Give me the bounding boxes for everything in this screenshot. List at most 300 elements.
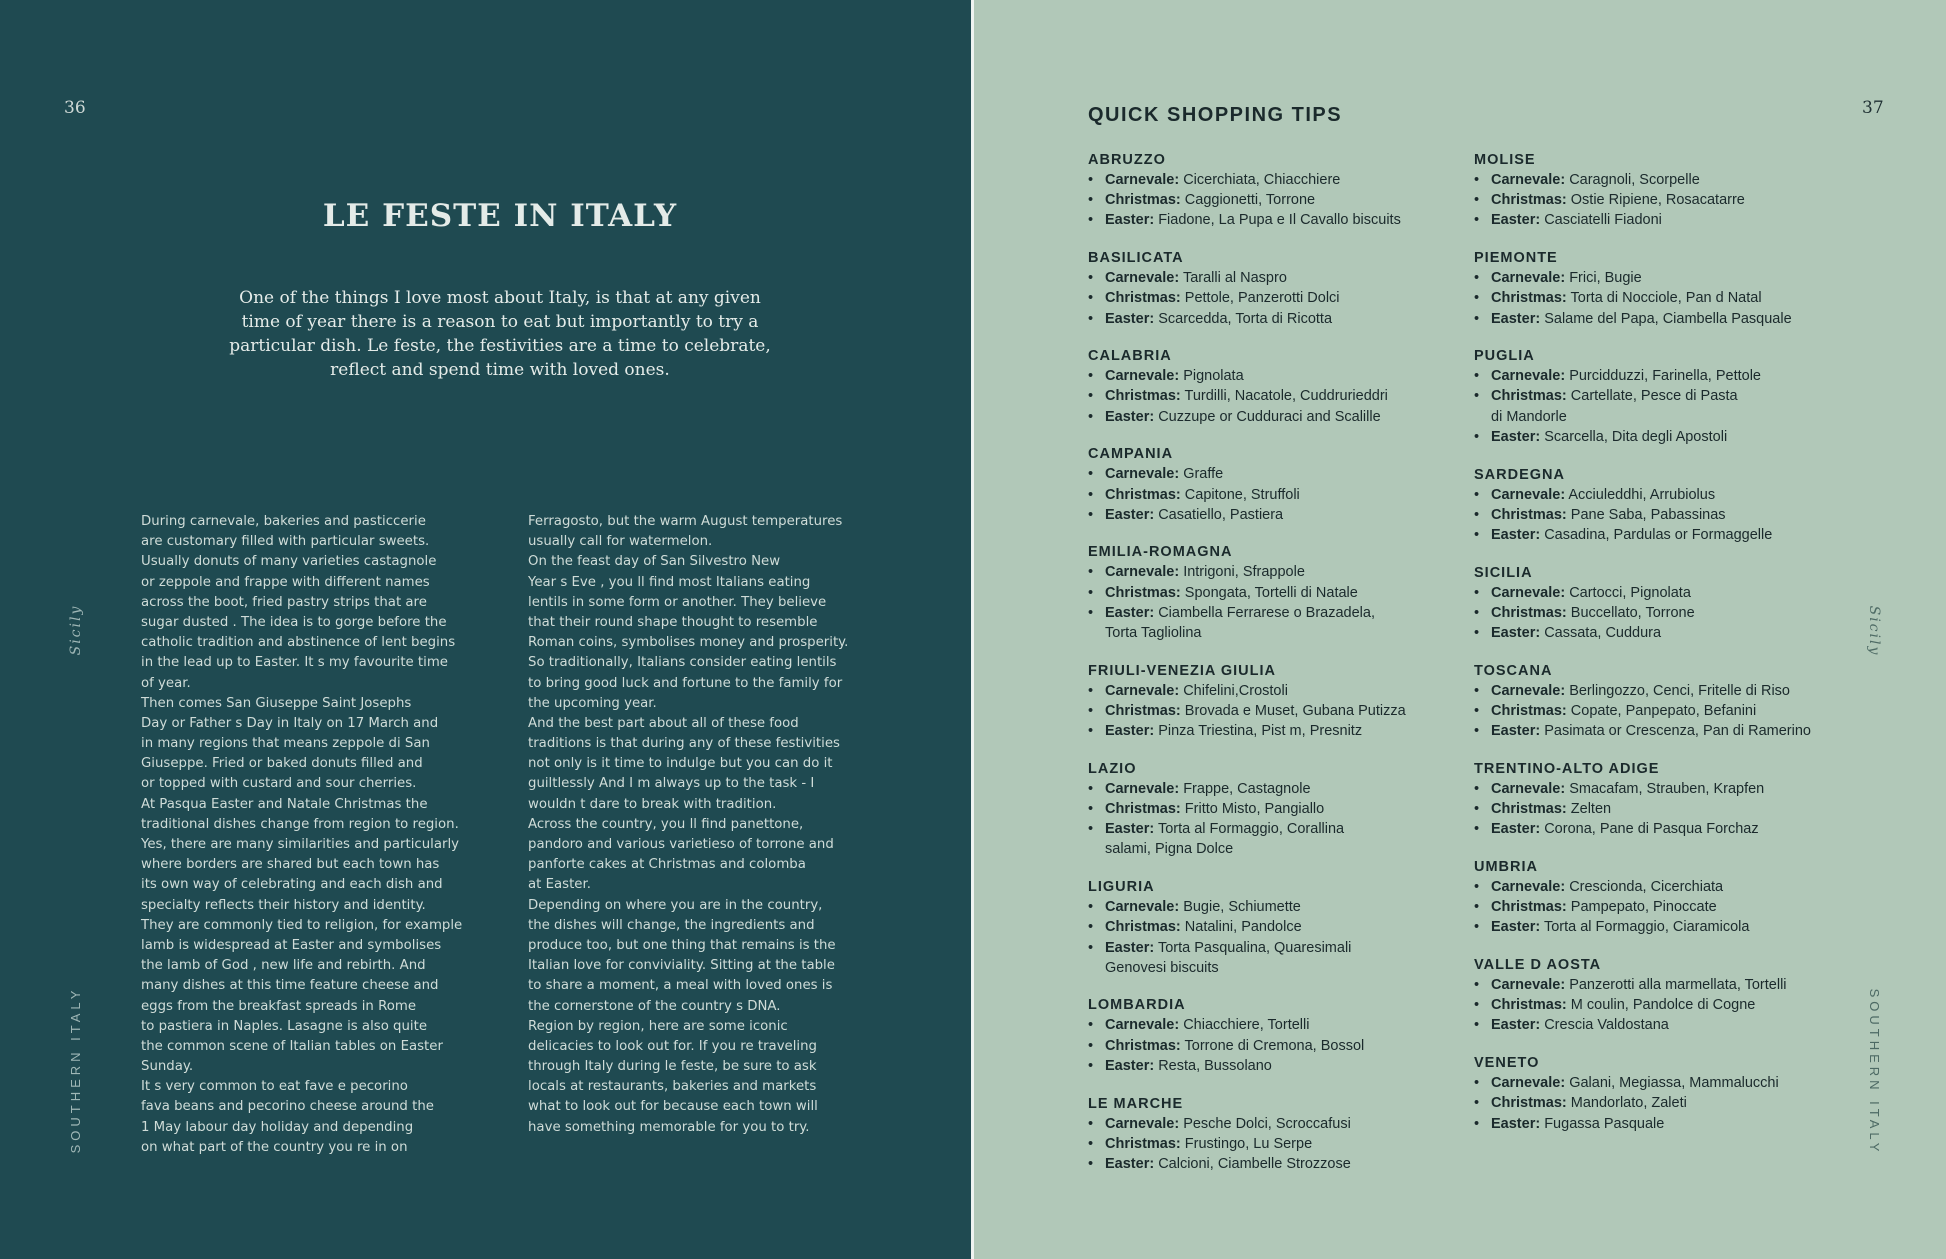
bullet-icon: • (1088, 466, 1094, 483)
body-line: through Italy during le feste, be sure to ask (528, 1059, 817, 1075)
body-line: Ferragosto, but the warm August temperatures (528, 514, 843, 529)
tip-value: Caragnoli, Scorpelle (1569, 172, 1700, 188)
bullet-icon: • (1088, 1017, 1094, 1034)
bullet-icon: • (1088, 702, 1094, 719)
tip-value: Torta Pasqualina, Quaresimali (1157, 939, 1352, 956)
tip-item (1474, 799, 1844, 819)
tip-line (1491, 1093, 1844, 1113)
tip-line (1105, 562, 1458, 582)
bullet-icon: • (1088, 1115, 1094, 1132)
tip-item (1474, 1015, 1844, 1035)
tip-label: Carnevale: (1491, 682, 1566, 699)
tip-label: Christmas: (1105, 388, 1181, 405)
tip-value: Ciambella Ferrarese o Brazadela, (1158, 604, 1375, 621)
bullet-icon: • (1474, 878, 1480, 895)
tip-item (1088, 799, 1458, 819)
tip-line (1491, 995, 1844, 1015)
region-name: MOLISE (1474, 152, 1536, 168)
bullet-icon: • (1088, 801, 1094, 818)
tip-value: Capitone, Struffoli (1184, 486, 1300, 503)
tip-label: Easter: (1491, 526, 1541, 543)
tip-item (1474, 525, 1844, 545)
intro-paragraph (225, 286, 775, 382)
tip-line (1491, 681, 1844, 701)
tip-line (1105, 309, 1458, 329)
tip-label: Easter: (1105, 821, 1155, 838)
body-line: It s very common to eat fave e pecorino (141, 1079, 408, 1095)
tip-line (1491, 407, 1844, 427)
tip-label: Carnevale: (1491, 878, 1566, 895)
tip-line (1491, 485, 1844, 505)
tip-line (1491, 525, 1844, 545)
tip-label: Carnevale: (1491, 977, 1566, 994)
bullet-icon: • (1474, 997, 1480, 1014)
region-block (1088, 877, 1458, 978)
tip-value: Pignolata (1183, 368, 1244, 385)
body-line: are customary filled with particular sweets. (141, 534, 430, 550)
tip-line (1491, 583, 1844, 603)
bullet-icon: • (1474, 1017, 1480, 1034)
tip-value: Chifelini,Crostoli (1183, 682, 1288, 699)
bullet-icon: • (1088, 212, 1094, 229)
tip-label: Carnevale: (1105, 780, 1180, 797)
tip-line (1491, 897, 1844, 917)
tip-line (1105, 721, 1458, 741)
tip-value: Taralli al Naspro (1182, 270, 1287, 287)
bullet-icon: • (1474, 1115, 1480, 1132)
tip-label: Christmas: (1105, 702, 1181, 719)
tip-value: Casciatelli Fiadoni (1544, 212, 1662, 229)
tips-column-1 (1088, 150, 1458, 1192)
tip-label: Easter: (1105, 604, 1155, 621)
bullet-icon: • (1088, 290, 1094, 307)
body-line: During carnevale, bakeries and pasticcerie (141, 514, 426, 529)
bullet-icon: • (1088, 1057, 1094, 1074)
tip-value: di Mandorle (1491, 408, 1567, 425)
tip-item (1088, 1114, 1458, 1134)
region-block (1088, 1094, 1458, 1175)
tip-label: Carnevale: (1491, 486, 1566, 503)
tip-label: Christmas: (1105, 290, 1181, 307)
tip-line (1105, 819, 1458, 839)
body-line: many dishes at this time feature cheese and (141, 978, 439, 994)
bullet-icon: • (1474, 801, 1480, 818)
tip-label: Christmas: (1491, 997, 1567, 1014)
tip-line (1105, 386, 1458, 406)
bullet-icon: • (1474, 780, 1480, 797)
tip-value: Mandorlato, Zaleti (1570, 1095, 1687, 1112)
tip-label: Christmas: (1105, 1135, 1181, 1152)
bullet-icon: • (1474, 310, 1480, 327)
tip-item (1474, 309, 1844, 329)
tip-value: Galani, Megiassa, Mammalucchi (1569, 1075, 1779, 1092)
tip-item (1088, 583, 1458, 603)
tip-item (1088, 1015, 1458, 1035)
tip-value: Spongata, Tortelli di Natale (1184, 584, 1358, 601)
tip-value: Frappe, Castagnole (1183, 780, 1311, 797)
tip-item (1088, 1056, 1458, 1076)
region-name: PIEMONTE (1474, 250, 1558, 267)
body-line: sugar dusted . The idea is to gorge before the (141, 614, 447, 630)
body-line: to pastiera in Naples. Lasagne is also quite (141, 1018, 428, 1034)
region-name: LAZIO (1088, 760, 1137, 777)
tip-line (1105, 505, 1458, 525)
tip-item (1088, 1134, 1458, 1154)
tip-value: Buccellato, Torrone (1570, 604, 1695, 621)
region-name: TRENTINO-ALTO ADIGE (1474, 760, 1660, 777)
tip-item (1088, 1036, 1458, 1056)
tip-value: Turdilli, Nacatole, Cuddrurieddri (1184, 388, 1388, 405)
body-line: the cornerstone of the country s DNA. (528, 998, 781, 1014)
tip-line (1491, 309, 1844, 329)
body-line: Usually donuts of many varieties castagnole (141, 554, 437, 570)
body-line: So traditionally, Italians consider eating lentils (528, 655, 837, 671)
tip-line (1105, 1036, 1458, 1056)
tip-line (1491, 170, 1844, 190)
tip-line (1105, 288, 1458, 308)
tip-item (1474, 877, 1844, 897)
tip-line (1105, 190, 1458, 210)
tip-label: Christmas: (1491, 290, 1567, 307)
region-block (1088, 542, 1458, 643)
region-block (1474, 759, 1844, 840)
tip-line (1491, 603, 1844, 623)
region-block (1474, 248, 1844, 329)
tip-item (1474, 1114, 1844, 1134)
intro-line: time of year there is a reason to eat but importantly to try a (241, 312, 759, 332)
tip-value: Torrone di Cremona, Bossol (1184, 1037, 1365, 1054)
tip-value: Fritto Misto, Pangiallo (1184, 801, 1325, 818)
tip-line (1105, 268, 1458, 288)
body-line: 1 May labour day holiday and depending (141, 1119, 414, 1135)
tip-label: Christmas: (1105, 486, 1181, 503)
tip-value: Fiadone, La Pupa e Il Cavallo biscuits (1158, 212, 1401, 229)
region-name: LE MARCHE (1088, 1095, 1184, 1112)
tip-item (1474, 583, 1844, 603)
body-line: traditional dishes change from region to region. (141, 816, 459, 832)
region-name: VALLE D AOSTA (1474, 957, 1602, 974)
tip-label: Christmas: (1105, 919, 1181, 936)
body-line: wouldn t dare to break with tradition. (528, 796, 777, 812)
tip-value: Pinza Triestina, Pist m, Presnitz (1158, 723, 1363, 740)
tip-value: Torta al Formaggio, Ciaramicola (1543, 919, 1750, 936)
tip-item (1474, 190, 1844, 210)
body-line: of year. (141, 675, 191, 691)
body-line: to share a moment, a meal with loved ones is (528, 978, 833, 994)
tip-value: Frici, Bugie (1569, 270, 1642, 287)
tip-item (1474, 505, 1844, 525)
tip-label: Easter: (1491, 1017, 1541, 1034)
bullet-icon: • (1088, 723, 1094, 740)
body-line: or topped with custard and sour cherries. (141, 776, 417, 792)
bullet-icon: • (1088, 192, 1094, 209)
body-line: have something memorable for you to try. (528, 1119, 810, 1135)
tip-item (1088, 721, 1458, 741)
tip-line (1105, 1056, 1458, 1076)
tip-label: Carnevale: (1491, 1075, 1566, 1092)
bullet-icon: • (1088, 1037, 1094, 1054)
tip-value: Casadina, Pardulas or Formaggelle (1544, 526, 1773, 543)
tip-label: Easter: (1105, 939, 1155, 956)
tip-item (1088, 681, 1458, 701)
tip-label: Carnevale: (1105, 270, 1180, 287)
tip-line (1491, 1114, 1844, 1134)
tip-line (1491, 288, 1844, 308)
tip-label: Christmas: (1491, 1095, 1567, 1112)
tip-line (1105, 485, 1458, 505)
region-name: CALABRIA (1088, 348, 1172, 365)
region-block (1474, 857, 1844, 938)
bullet-icon: • (1474, 604, 1480, 621)
bullet-icon: • (1088, 584, 1094, 601)
tip-item (1088, 917, 1458, 937)
tip-item (1088, 485, 1458, 505)
tip-line (1491, 975, 1844, 995)
tip-line (1105, 603, 1458, 623)
tip-item (1474, 623, 1844, 643)
tip-line (1491, 917, 1844, 937)
tip-value: Cicerchiata, Chiacchiere (1183, 172, 1341, 188)
tip-line (1105, 799, 1458, 819)
tip-label: Easter: (1491, 919, 1541, 936)
tip-item (1088, 366, 1458, 386)
vertical-label-southern-italy-left: SOUTHERN ITALY (68, 986, 83, 1154)
bullet-icon: • (1088, 310, 1094, 327)
bullet-icon: • (1474, 486, 1480, 503)
tip-line (1105, 366, 1458, 386)
body-line: the upcoming year. (528, 695, 657, 711)
tip-line (1491, 877, 1844, 897)
tip-item (1474, 427, 1844, 447)
tip-label: Carnevale: (1105, 1017, 1180, 1034)
tip-line (1105, 897, 1458, 917)
tip-label: Carnevale: (1491, 584, 1566, 601)
shopping-tips-heading: QUICK SHOPPING TIPS (1088, 104, 1343, 126)
tip-label: Easter: (1491, 625, 1541, 642)
tip-item (1088, 386, 1458, 406)
tip-label: Carnevale: (1105, 899, 1180, 916)
tip-line (1491, 701, 1844, 721)
tip-value: Zelten (1570, 801, 1612, 818)
tip-value: salami, Pigna Dolce (1105, 841, 1234, 858)
tip-item (1474, 170, 1844, 190)
bullet-icon: • (1474, 368, 1480, 385)
tip-value: Torta di Nocciole, Pan d Natal (1570, 290, 1762, 307)
tip-label: Christmas: (1105, 192, 1181, 209)
body-line: Across the country, you ll find panettone, (528, 816, 804, 832)
tip-label: Easter: (1491, 1115, 1541, 1132)
tip-line (1105, 681, 1458, 701)
body-line: Roman coins, symbolises money and prosperity. (528, 635, 849, 651)
body-line: Region by region, here are some iconic (528, 1018, 788, 1034)
bullet-icon: • (1088, 564, 1094, 581)
bullet-icon: • (1474, 625, 1480, 642)
tip-item (1088, 210, 1458, 230)
tip-value: Frustingo, Lu Serpe (1184, 1135, 1313, 1152)
tip-line (1105, 917, 1458, 937)
tip-value: Fugassa Pasquale (1544, 1115, 1665, 1132)
region-name: PUGLIA (1474, 348, 1535, 365)
tip-item (1474, 485, 1844, 505)
body-line: that their round shape thought to resemble (528, 614, 818, 630)
tip-label: Christmas: (1491, 506, 1567, 523)
body-line: On the feast day of San Silvestro New (528, 554, 781, 570)
vertical-label-southern-italy-right: SOUTHERN ITALY (1867, 988, 1882, 1156)
region-name: ABRUZZO (1088, 152, 1166, 168)
bullet-icon: • (1474, 192, 1480, 209)
tip-item (1474, 268, 1844, 288)
body-line: pandoro and various varietieso of torrone and (528, 837, 834, 852)
bullet-icon: • (1088, 172, 1094, 188)
tip-value: Purcidduzzi, Farinella, Pettole (1569, 368, 1762, 385)
tip-item (1088, 288, 1458, 308)
tip-label: Easter: (1105, 1156, 1155, 1172)
tip-line (1491, 505, 1844, 525)
tip-item (1474, 779, 1844, 799)
body-line: produce too, but one thing that remains is the (528, 937, 836, 953)
bullet-icon: • (1088, 919, 1094, 936)
tip-label: Christmas: (1105, 801, 1181, 818)
tip-line (1491, 721, 1844, 741)
region-name: BASILICATA (1088, 250, 1184, 267)
tip-value: Pettole, Panzerotti Dolci (1184, 290, 1340, 307)
tip-line (1491, 190, 1844, 210)
bullet-icon: • (1474, 428, 1480, 445)
page-title: LE FESTE IN ITALY (322, 198, 678, 234)
body-line: Day or Father s Day in Italy on 17 March and (141, 715, 439, 731)
body-line: in the lead up to Easter. It s my favourite time (141, 655, 448, 671)
tip-value: Crescia Valdostana (1544, 1017, 1669, 1034)
intro-line: One of the things I love most about Italy, is that at any given (239, 288, 761, 308)
tip-item (1474, 210, 1844, 230)
tip-value: Cartellate, Pesce di Pasta (1570, 388, 1738, 405)
bullet-icon: • (1088, 1135, 1094, 1152)
bullet-icon: • (1088, 939, 1094, 956)
tip-value: Pampepato, Pinoccate (1570, 899, 1717, 916)
tip-value: Berlingozzo, Cenci, Fritelle di Riso (1569, 682, 1790, 699)
region-block (1088, 995, 1458, 1076)
tip-value: Genovesi biscuits (1105, 959, 1219, 976)
tip-value: Chiacchiere, Tortelli (1183, 1017, 1310, 1034)
bullet-icon: • (1474, 821, 1480, 838)
tip-label: Carnevale: (1105, 564, 1180, 581)
tip-line (1105, 464, 1458, 484)
body-line: the common scene of Italian tables on Easter (141, 1038, 443, 1054)
tip-label: Carnevale: (1491, 368, 1566, 385)
body-line: fava beans and pecorino cheese around the (141, 1099, 434, 1115)
tip-item (1474, 975, 1844, 995)
tip-item (1088, 407, 1458, 427)
bullet-icon: • (1088, 682, 1094, 699)
body-column-2 (528, 512, 858, 1138)
body-line: Sunday. (141, 1059, 194, 1075)
body-line: eggs from the breakfast spreads in Rome (141, 998, 417, 1014)
bullet-icon: • (1088, 388, 1094, 405)
body-line: specialty reflects their history and identity. (141, 897, 426, 913)
tip-item (1088, 1154, 1458, 1174)
region-name: CAMPANIA (1088, 446, 1174, 463)
tip-label: Easter: (1105, 506, 1155, 523)
tip-value: Pane Saba, Pabassinas (1570, 506, 1726, 523)
tip-item (1474, 1073, 1844, 1093)
tip-value: Resta, Bussolano (1158, 1057, 1272, 1074)
body-column-1 (141, 512, 471, 1158)
bullet-icon: • (1088, 408, 1094, 425)
bullet-icon: • (1088, 368, 1094, 385)
tip-value: Calcioni, Ciambelle Strozzose (1158, 1156, 1351, 1172)
region-name: SICILIA (1474, 564, 1533, 581)
bullet-icon: • (1088, 506, 1094, 523)
region-block (1088, 759, 1458, 860)
tip-label: Carnevale: (1105, 172, 1180, 188)
region-block (1474, 465, 1844, 546)
body-line: Then comes San Giuseppe Saint Josephs (141, 695, 412, 711)
tip-label: Carnevale: (1491, 270, 1566, 287)
body-line: in many regions that means zeppole di San (141, 736, 430, 752)
tip-label: Carnevale: (1105, 682, 1180, 699)
tip-value: Cartocci, Pignolata (1569, 584, 1691, 601)
tip-line (1491, 210, 1844, 230)
tip-value: Ostie Ripiene, Rosacatarre (1570, 192, 1745, 209)
tip-value: Graffe (1183, 466, 1224, 483)
body-line: the lamb of God , new life and rebirth. And (141, 958, 426, 974)
tip-item (1088, 701, 1458, 721)
tip-item (1474, 681, 1844, 701)
body-line: Giuseppe. Fried or baked donuts filled and (141, 756, 423, 772)
region-name: LIGURIA (1088, 879, 1155, 896)
tip-value: Brovada e Muset, Gubana Putizza (1184, 702, 1406, 719)
body-line: the dishes will change, the ingredients and (528, 917, 815, 933)
tip-item (1474, 819, 1844, 839)
body-line: its own way of celebrating and each dish and (141, 877, 443, 893)
bullet-icon: • (1474, 506, 1480, 523)
region-name: UMBRIA (1474, 858, 1538, 875)
left-page (0, 0, 971, 1259)
region-block (1474, 661, 1844, 742)
bullet-icon: • (1474, 899, 1480, 916)
tip-item (1088, 309, 1458, 329)
tip-value: Pesche Dolci, Scroccafusi (1183, 1115, 1351, 1132)
tip-item (1088, 819, 1458, 859)
body-line: panforte cakes at Christmas and colomba (528, 857, 806, 873)
region-block (1088, 444, 1458, 525)
body-line: usually call for watermelon. (528, 534, 713, 550)
tip-line (1491, 1015, 1844, 1035)
body-line: to bring good luck and fortune to the family for (528, 675, 843, 691)
region-name: EMILIA-ROMAGNA (1088, 544, 1233, 561)
body-line: They are commonly tied to religion, for example (141, 917, 463, 933)
tip-label: Easter: (1491, 723, 1541, 740)
tip-item (1474, 288, 1844, 308)
region-block (1088, 150, 1458, 231)
body-line: what to look out for because each town will (528, 1099, 818, 1115)
tip-line (1105, 407, 1458, 427)
tip-line (1105, 210, 1458, 230)
tip-line (1491, 799, 1844, 819)
vertical-label-sicily-right: Sicily (1866, 605, 1882, 657)
tip-item (1088, 562, 1458, 582)
tip-item (1088, 268, 1458, 288)
tip-value: Scarcedda, Torta di Ricotta (1158, 310, 1333, 327)
body-line: delicacies to look out for. If you re traveling (528, 1038, 817, 1054)
region-block (1088, 661, 1458, 742)
body-line: traditions is that during any of these festivities (528, 736, 840, 752)
bullet-icon: • (1088, 270, 1094, 287)
bullet-icon: • (1088, 604, 1094, 621)
tip-item (1474, 917, 1844, 937)
tip-label: Carnevale: (1105, 368, 1180, 385)
region-name: TOSCANA (1474, 662, 1553, 679)
